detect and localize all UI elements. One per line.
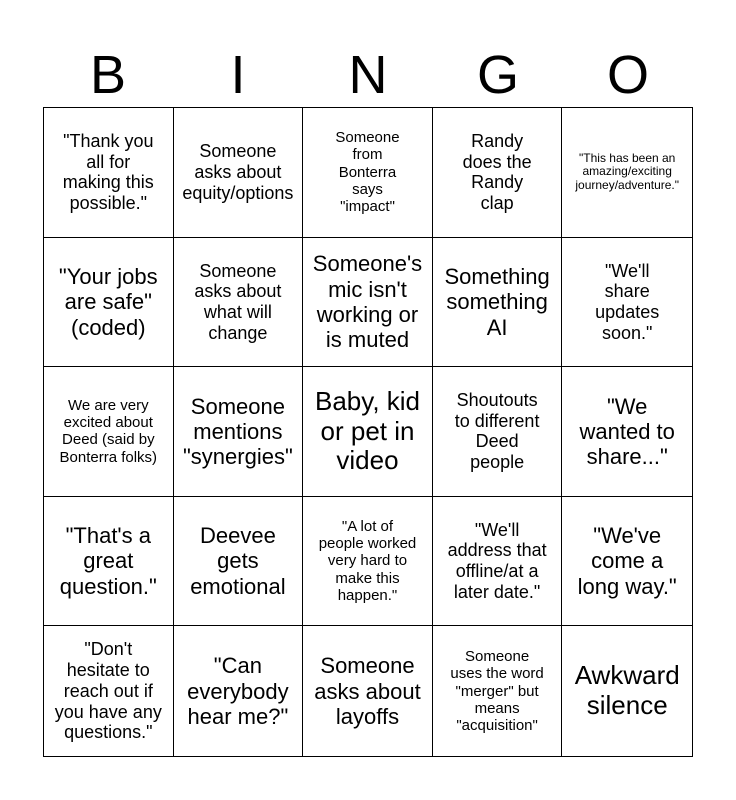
header-letter-i: I [230, 45, 246, 105]
bingo-cell-o4[interactable] [562, 497, 692, 627]
cell-text: Someone uses the word "merger" but means "acquisition" [450, 648, 544, 735]
bingo-cell-g5[interactable] [433, 626, 563, 756]
header-letter-o: O [606, 45, 649, 105]
cell-text: "We'll share updates soon." [595, 260, 660, 343]
cell-text: Something something AI [444, 263, 550, 340]
cell-text: "We've come a long way." [577, 523, 677, 599]
bingo-header [43, 44, 693, 106]
cell-text: "Your jobs are safe" (coded) [58, 263, 158, 340]
bingo-cell-b4[interactable] [44, 497, 174, 627]
cell-text: Someone asks about what will change [194, 260, 282, 343]
cell-text: "Can everybody hear me?" [187, 653, 289, 729]
cell-text: We are very excited about Deed (said by Bonterra folks) [59, 396, 158, 466]
bingo-cell-b2[interactable] [44, 238, 174, 368]
bingo-cell-g2[interactable] [433, 238, 563, 368]
cell-text: Someone asks about equity/options [182, 141, 294, 203]
bingo-cell-n1[interactable] [303, 108, 433, 238]
bingo-cell-b3[interactable] [44, 367, 174, 497]
cell-text: "A lot of people worked very hard to make this happen." [318, 517, 417, 604]
bingo-cell-o2[interactable] [562, 238, 692, 368]
cell-text: Awkward silence [574, 660, 680, 721]
bingo-cell-o3[interactable] [562, 367, 692, 497]
bingo-cell-i5[interactable] [174, 626, 304, 756]
bingo-cell-o5[interactable] [562, 626, 692, 756]
bingo-board [43, 107, 693, 757]
bingo-cell-i2[interactable] [174, 238, 304, 368]
cell-text: "Don't hesitate to reach out if you have any questions." [54, 639, 162, 743]
cell-text: Someone from Bonterra says "impact" [335, 129, 400, 216]
bingo-cell-i4[interactable] [174, 497, 304, 627]
bingo-cell-b5[interactable] [44, 626, 174, 756]
header-letter-n: N [348, 45, 388, 105]
bingo-cell-b1[interactable] [44, 108, 174, 238]
cell-text: "Thank you all for making this possible." [62, 130, 154, 213]
cell-text: "That's a great question." [59, 523, 157, 599]
bingo-cell-n4[interactable] [303, 497, 433, 627]
bingo-cell-n5[interactable] [303, 626, 433, 756]
cell-text: Someone's mic isn't working or is muted [312, 251, 423, 353]
cell-text: "We'll address that offline/at a later date." [447, 519, 547, 602]
header-letter-g: G [476, 45, 519, 105]
bingo-cell-n2[interactable] [303, 238, 433, 368]
cell-text: Baby, kid or pet in video [314, 385, 420, 476]
cell-text: Deevee gets emotional [190, 523, 286, 599]
bingo-cell-i3[interactable] [174, 367, 304, 497]
bingo-cell-g4[interactable] [433, 497, 563, 627]
header-letter-b: B [89, 45, 127, 105]
cell-text: Shoutouts to different Deed people [454, 390, 540, 473]
cell-text: Randy does the Randy clap [462, 130, 532, 213]
bingo-cell-i1[interactable] [174, 108, 304, 238]
cell-text: "We wanted to share..." [579, 393, 675, 470]
cell-text: "This has been an amazing/exciting journey/adventure." [575, 150, 680, 193]
bingo-cell-g3[interactable] [433, 367, 563, 497]
bingo-cell-n3[interactable] [303, 367, 433, 497]
cell-text: Someone mentions "synergies" [183, 393, 293, 470]
bingo-cell-o1[interactable] [562, 108, 692, 238]
cell-text: Someone asks about layoffs [314, 653, 421, 729]
bingo-cell-g1[interactable] [433, 108, 563, 238]
